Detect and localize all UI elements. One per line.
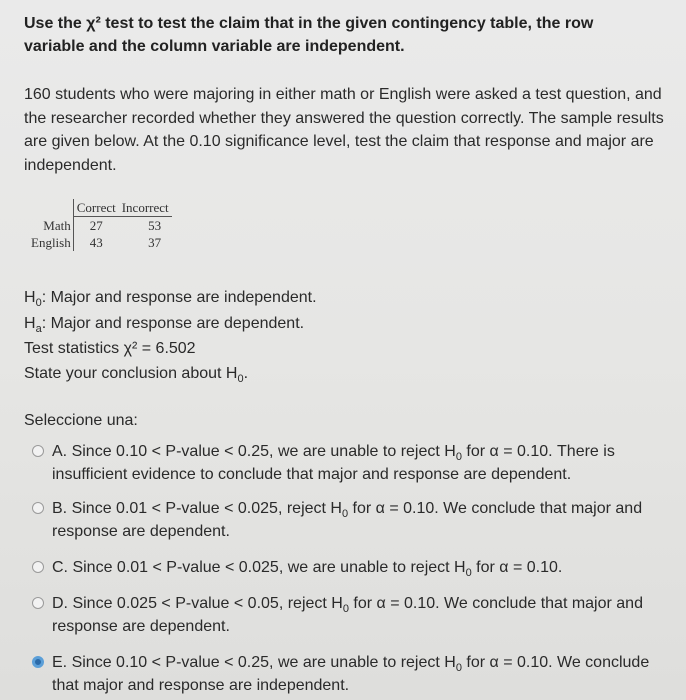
option-d-text[interactable]: D. Since 0.025 < P-value < 0.05, reject $H_0$ for α = 0.10. We conclude that major and response are dependent. <box>52 595 643 635</box>
alternative-hypothesis: $H_a$: Major and response are dependent. <box>24 314 305 335</box>
null-hypothesis: $H_0$: Major and response are independent. <box>24 289 317 309</box>
row-header: English <box>28 234 73 251</box>
contingency-table <box>28 199 172 251</box>
table-row <box>28 234 172 251</box>
test-statistic: Test statistics χ² = 6.502 <box>24 340 196 357</box>
table-cell: 37 <box>148 235 162 250</box>
radio-button-e-selected[interactable] <box>32 656 44 668</box>
question-title: Use the χ² test to test the claim that in the given contingency table, the row variable and the column variable are independent. <box>24 15 594 55</box>
answer-option-d[interactable] <box>32 593 662 638</box>
option-a-text[interactable]: A. Since 0.10 < P-value < 0.25, we are unable to reject $H_0$ for α = 0.10. There is insufficient evidence to conclude that major and response are dependent. <box>52 443 615 483</box>
table-header-row <box>28 199 172 217</box>
radio-button-a[interactable] <box>32 445 44 457</box>
answer-option-a[interactable] <box>32 441 662 486</box>
option-e-text[interactable]: E. Since 0.10 < P-value < 0.25, we are unable to reject $H_0$ for α = 0.10. We conclude that major and response are independent. <box>52 654 650 694</box>
select-one-label: Seleccione una: <box>24 412 138 429</box>
option-c-text[interactable]: C. Since 0.01 < P-value < 0.025, we are unable to reject $H_0$ for α = 0.10. <box>52 559 563 579</box>
col-header: Incorrect <box>119 199 172 217</box>
table-row <box>28 217 172 235</box>
problem-statement: 160 students who were majoring in either math or English were asked a test question, and the researcher recorded whether they answered the question correctly. The sample results are given below. At the 0.10 significance level, test the claim that response and major are independent. <box>24 86 664 174</box>
option-b-text[interactable]: B. Since 0.01 < P-value < 0.025, reject $H_0$ for α = 0.10. We conclude that major and response are dependent. <box>52 500 643 540</box>
radio-button-d[interactable] <box>32 597 44 609</box>
col-header: Correct <box>73 199 118 217</box>
radio-button-c[interactable] <box>32 561 44 573</box>
radio-button-b[interactable] <box>32 502 44 514</box>
table-cell: 53 <box>148 218 162 233</box>
hypotheses-block <box>24 286 317 387</box>
answer-option-e[interactable] <box>32 652 662 697</box>
conclusion-prompt: State your conclusion about $H_0$. <box>24 364 249 385</box>
table-cell: 27 <box>89 218 103 233</box>
answer-option-c[interactable] <box>32 557 662 580</box>
answer-option-b[interactable] <box>32 498 662 543</box>
table-cell: 43 <box>89 235 103 250</box>
row-header: Math <box>28 217 73 235</box>
